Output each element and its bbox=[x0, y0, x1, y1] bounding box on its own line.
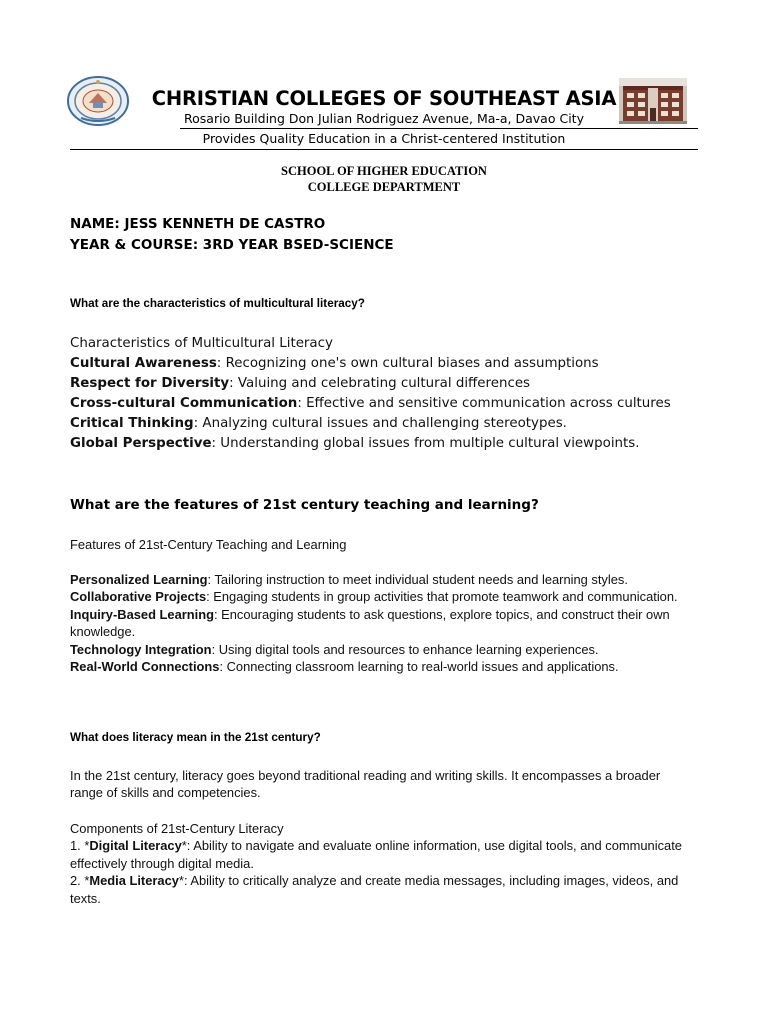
student-name: NAME: JESS KENNETH DE CASTRO bbox=[70, 216, 326, 232]
school-address: Rosario Building Don Julian Rodriguez Avenue, Ma-a, Davao City bbox=[184, 111, 584, 126]
features-heading: Features of 21st-Century Teaching and Learning bbox=[70, 537, 347, 552]
list-item: Global Perspective: Understanding global issues from multiple cultural viewpoints. bbox=[70, 436, 640, 451]
list-item: Collaborative Projects: Engaging students in group activities that promote teamwork and communication. bbox=[70, 589, 678, 605]
student-year-course: YEAR & COURSE: 3RD YEAR BSED-SCIENCE bbox=[70, 237, 394, 253]
school-name: CHRISTIAN COLLEGES OF SOUTHEAST ASIA bbox=[151, 87, 617, 110]
list-item: Technology Integration: Using digital tools and resources to enhance learning experiences. bbox=[70, 641, 599, 657]
divider-line bbox=[70, 149, 698, 150]
list-item: Inquiry-Based Learning: Encouraging students to ask questions, explore topics, and construct their own knowledge. bbox=[70, 606, 670, 640]
components-heading: Components of 21st-Century Literacy bbox=[70, 821, 284, 836]
multicultural-characteristics-list bbox=[70, 334, 710, 454]
list-item: Personalized Learning: Tailoring instruction to meet individual student needs and learning styles. bbox=[70, 572, 628, 587]
question-2: What are the features of 21st century teaching and learning? bbox=[70, 497, 539, 513]
list-item: Cultural Awareness: Recognizing one's own cultural biases and assumptions bbox=[70, 356, 599, 371]
list-item: Real-World Connections: Connecting classroom learning to real-world issues and applications. bbox=[70, 659, 619, 675]
school-tagline: Provides Quality Education in a Christ-centered Institution bbox=[202, 131, 566, 146]
question-3: What does literacy mean in the 21st century? bbox=[70, 731, 321, 744]
school-building-photo bbox=[619, 78, 687, 124]
college-heading: COLLEGE DEPARTMENT bbox=[307, 180, 461, 194]
divider-line bbox=[180, 128, 698, 129]
list-item: 2. *Media Literacy*: Ability to critically analyze and create media messages, including images, videos, and texts. bbox=[70, 873, 679, 906]
list-item: 1. *Digital Literacy*: Ability to navigate and evaluate online information, use digital tools, and communicate effectively through digital media. bbox=[70, 838, 682, 871]
literacy-components bbox=[70, 820, 695, 907]
list-item: Cross-cultural Communication: Effective and sensitive communication across cultures bbox=[70, 396, 671, 411]
list-heading: Characteristics of Multicultural Literacy bbox=[70, 336, 333, 351]
list-item: Critical Thinking: Analyzing cultural issues and challenging stereotypes. bbox=[70, 416, 567, 431]
question-1: What are the characteristics of multicultural literacy? bbox=[70, 297, 365, 310]
features-list bbox=[70, 571, 695, 675]
list-item: Respect for Diversity: Valuing and celebrating cultural differences bbox=[70, 376, 531, 391]
literacy-intro: In the 21st century, literacy goes beyond traditional reading and writing skills. It encompasses a broader range of skills and competencies. bbox=[70, 768, 661, 801]
school-heading: SCHOOL OF HIGHER EDUCATION bbox=[281, 164, 487, 178]
